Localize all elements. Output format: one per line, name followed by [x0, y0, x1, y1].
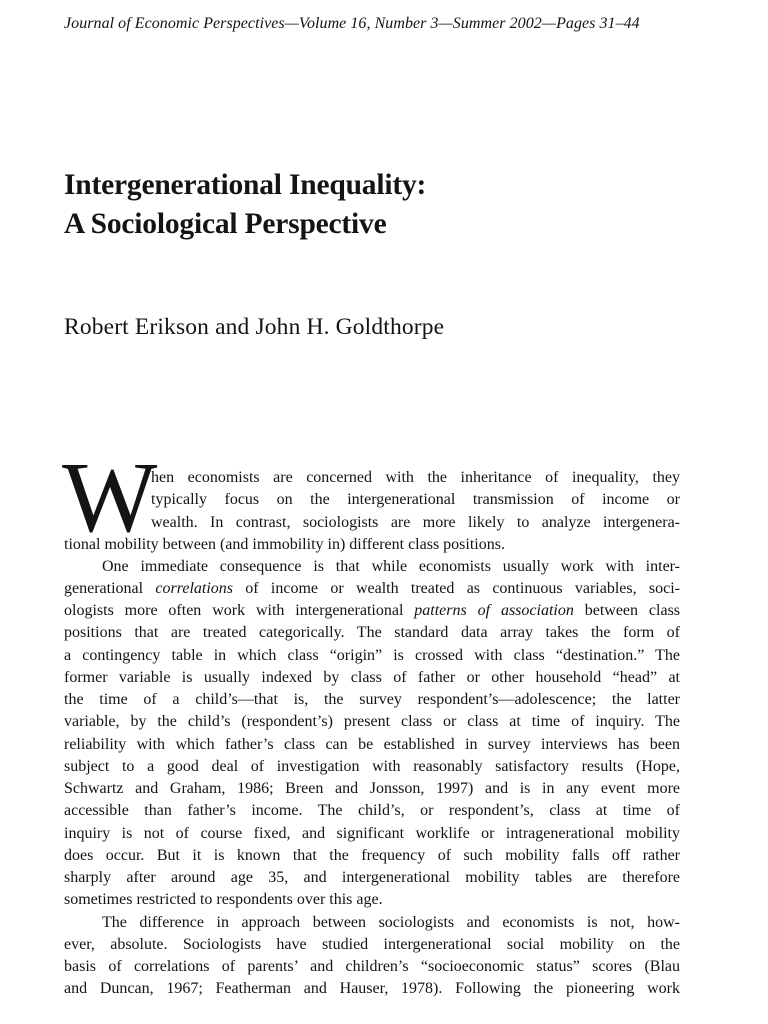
- body-line: accessible than father’s income. The child’s, or respondent’s, class at time of: [64, 802, 680, 819]
- body-line: hen economists are concerned with the inheritance of inequality, they: [151, 469, 680, 486]
- body-line: the time of a child’s—that is, the survey respondent’s—adolescence; the latter: [64, 691, 680, 708]
- body-line: positions that are treated categorically. The standard data array takes the form of: [64, 624, 680, 641]
- body-line: inquiry is not of course fixed, and significant worklife or intragenerational mobility: [64, 825, 680, 842]
- running-head: Journal of Economic Perspectives—Volume 16, Number 3—Summer 2002—Pages 31–44: [64, 15, 640, 32]
- body-line: basis of correlations of parents’ and children’s “socioeconomic status” scores (Blau: [64, 958, 680, 975]
- emphasis-patterns-of-association: patterns of association: [414, 602, 574, 619]
- body-text-run: of income or wealth treated as continuous variables, soci-: [233, 580, 680, 597]
- body-line: Schwartz and Graham, 1986; Breen and Jonsson, 1997) and is in any event more: [64, 780, 680, 797]
- body-line: [64, 600, 680, 622]
- body-line: [64, 578, 680, 600]
- emphasis-correlations: correlations: [155, 580, 233, 597]
- article-authors: Robert Erikson and John H. Goldthorpe: [64, 314, 445, 340]
- body-line: subject to a good deal of investigation with reasonably satisfactory results (Hope,: [64, 758, 680, 775]
- body-line: tional mobility between (and immobility in) different class positions.: [64, 536, 505, 553]
- body-text-run: between class: [573, 602, 681, 619]
- body-line: and Duncan, 1967; Featherman and Hauser, 1978). Following the pioneering work: [64, 980, 680, 997]
- body-line: ever, absolute. Sociologists have studied intergenerational social mobility on the: [64, 936, 680, 953]
- article-title: [64, 166, 704, 244]
- body-line: a contingency table in which class “origin” is crossed with class “destination.” The: [64, 647, 680, 664]
- body-line: The difference in approach between sociologists and economists is not, how-: [102, 914, 680, 931]
- body-line: One immediate consequence is that while economists usually work with inter-: [102, 558, 680, 575]
- body-text-run: generational: [64, 580, 156, 597]
- body-text-run: ologists more often work with intergenerational: [64, 602, 415, 619]
- title-line-1: Intergenerational Inequality:: [64, 169, 427, 201]
- body-line: sharply after around age 35, and intergenerational mobility tables are therefore: [64, 869, 680, 886]
- body-line: sometimes restricted to respondents over this age.: [64, 891, 383, 908]
- body-line: does occur. But it is known that the frequency of such mobility falls off rather: [64, 847, 680, 864]
- body-line: variable, by the child’s (respondent’s) present class or class at time of inquiry. The: [64, 713, 680, 730]
- drop-cap: W: [62, 441, 158, 553]
- body-line: former variable is usually indexed by class of father or other household “head” at: [64, 669, 680, 686]
- body-line: reliability with which father’s class can be established in survey interviews has been: [64, 736, 680, 753]
- body-line: wealth. In contrast, sociologists are more likely to analyze intergenera-: [151, 514, 680, 531]
- body-line: typically focus on the intergenerational transmission of income or: [151, 491, 680, 508]
- title-line-2: A Sociological Perspective: [64, 208, 387, 240]
